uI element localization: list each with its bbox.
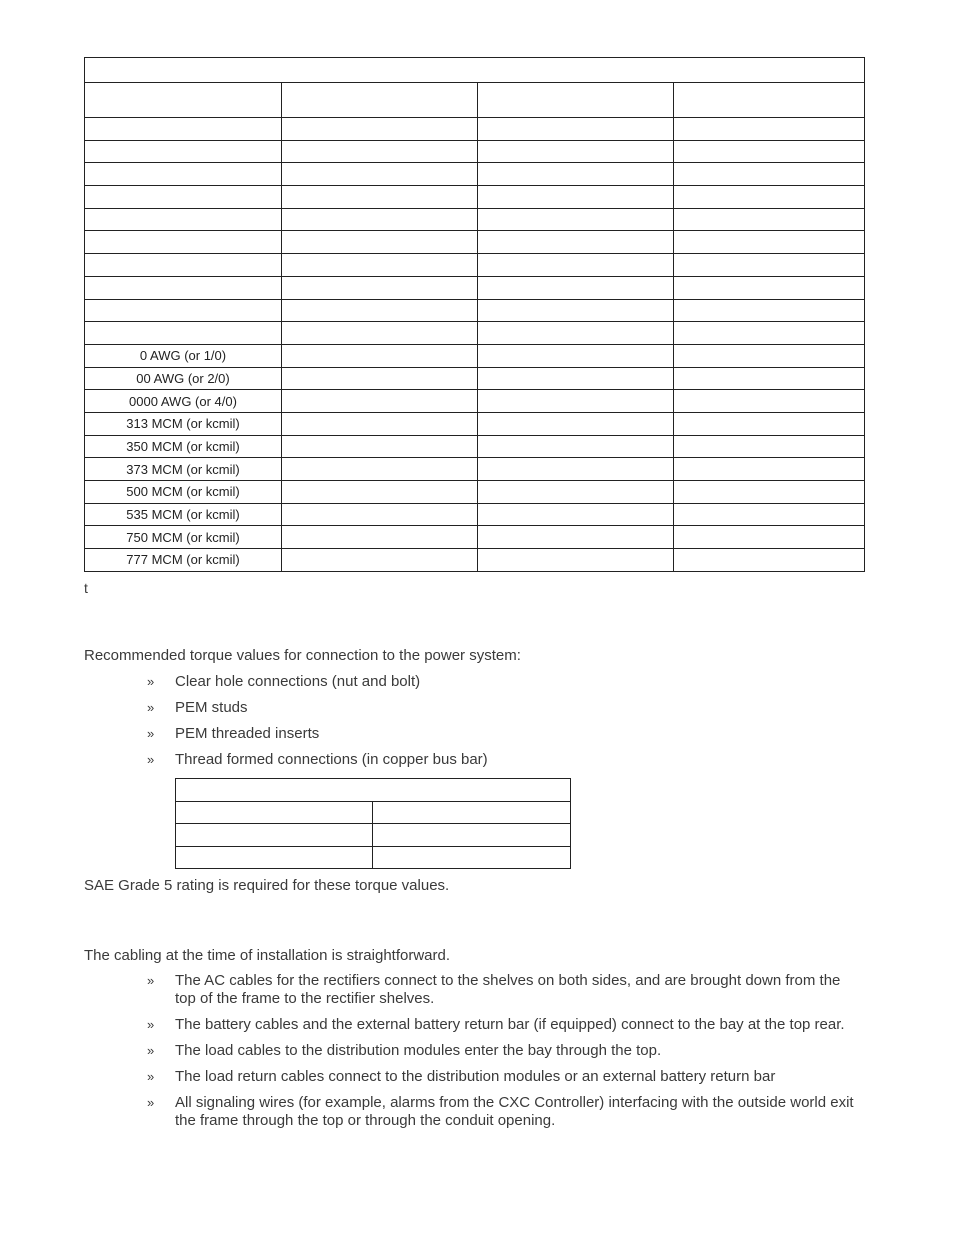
- table-cell: [373, 846, 571, 869]
- table-cell: [674, 118, 865, 141]
- table-cell: [85, 276, 282, 299]
- table-cell: [478, 163, 674, 186]
- table-cell: [282, 503, 478, 526]
- table-cell: [674, 344, 865, 367]
- table-row: [85, 503, 865, 526]
- list-item-text: PEM threaded inserts: [175, 725, 320, 742]
- table-cell: [282, 208, 478, 231]
- table-cell: [674, 231, 865, 254]
- table-cell: [282, 390, 478, 413]
- list-item-text: The battery cables and the external battery return bar (if equipped) connect to the bay at the top rear.: [175, 1016, 845, 1033]
- table-cell: [478, 367, 674, 390]
- table-cell: 750 MCM (or kcmil): [85, 526, 282, 549]
- list-item-text: The AC cables for the rectifiers connect to the shelves on both sides, and are brought down from the top of the frame to the rectifier shelves.: [175, 972, 841, 1007]
- table-cell: [478, 118, 674, 141]
- table-header-cell: [282, 83, 478, 118]
- table-cell: [282, 526, 478, 549]
- table-cell: [674, 276, 865, 299]
- table-cell: [478, 254, 674, 277]
- torque-values-table: [175, 778, 571, 869]
- table-cell: [85, 140, 282, 163]
- table-cell: [478, 299, 674, 322]
- table-cell: 0 AWG (or 1/0): [85, 344, 282, 367]
- table-cell: 313 MCM (or kcmil): [85, 412, 282, 435]
- table-row: [85, 299, 865, 322]
- table-cell: [282, 435, 478, 458]
- list-item-text: The load return cables connect to the distribution modules or an external battery return bar: [175, 1068, 776, 1085]
- torque-connection-list: [147, 673, 865, 777]
- table-cell: [478, 458, 674, 481]
- cabling-list: [147, 972, 865, 1138]
- table-cell: [282, 254, 478, 277]
- table-cell: [85, 118, 282, 141]
- list-item: [147, 1094, 865, 1130]
- cabling-intro: The cabling at the time of installation is straightforward.: [84, 947, 451, 964]
- table-cell: [282, 118, 478, 141]
- bullet-marker: »: [147, 1017, 155, 1032]
- table-cell: [478, 344, 674, 367]
- table-cell: [85, 322, 282, 345]
- list-item: [147, 1068, 865, 1086]
- table-cell: [373, 824, 571, 847]
- table-cell: [674, 186, 865, 209]
- table-row: [85, 390, 865, 413]
- bullet-marker: »: [147, 752, 155, 767]
- table-cell: [478, 140, 674, 163]
- list-item-text: All signaling wires (for example, alarms from the CXC Controller) interfacing with the outside world exit the frame through the top or through the conduit opening.: [175, 1094, 854, 1129]
- table-row: [85, 276, 865, 299]
- table-cell: [674, 299, 865, 322]
- bullet-marker: »: [147, 726, 155, 741]
- list-item: [147, 1042, 865, 1060]
- list-item: [147, 972, 865, 1008]
- table-cell: [478, 412, 674, 435]
- table-cell: [282, 163, 478, 186]
- table-cell: [282, 549, 478, 572]
- table-cell: [85, 208, 282, 231]
- table-cell: [282, 412, 478, 435]
- torque-intro: Recommended torque values for connection to the power system:: [84, 647, 521, 664]
- table-cell: [176, 846, 373, 869]
- table-row: [85, 140, 865, 163]
- table-cell: [674, 503, 865, 526]
- table-cell: [478, 549, 674, 572]
- list-item-text: The load cables to the distribution modules enter the bay through the top.: [175, 1042, 662, 1059]
- table-cell: 373 MCM (or kcmil): [85, 458, 282, 481]
- table-cell: [373, 801, 571, 824]
- table-cell: [478, 276, 674, 299]
- table-cell: [674, 140, 865, 163]
- table-cell: [674, 412, 865, 435]
- table-cell: [478, 208, 674, 231]
- table-row: [85, 163, 865, 186]
- table-title-row: [176, 779, 571, 802]
- table-cell: [674, 526, 865, 549]
- table-row: [85, 118, 865, 141]
- table-row: [85, 367, 865, 390]
- table-row: [85, 549, 865, 572]
- table-cell: [282, 322, 478, 345]
- table-cell: 0000 AWG (or 4/0): [85, 390, 282, 413]
- list-item: [147, 725, 865, 743]
- table-cell: [674, 549, 865, 572]
- table-cell: [478, 435, 674, 458]
- table-cell: [478, 322, 674, 345]
- table-cell: [282, 367, 478, 390]
- table-cell: [282, 140, 478, 163]
- table-cell: [282, 458, 478, 481]
- table-cell: [282, 276, 478, 299]
- table-cell: [85, 163, 282, 186]
- table-title: [85, 58, 865, 83]
- bullet-marker: »: [147, 700, 155, 715]
- table-cell: [674, 208, 865, 231]
- table-cell: 350 MCM (or kcmil): [85, 435, 282, 458]
- table-row: [176, 801, 571, 824]
- table-cell: [478, 526, 674, 549]
- table-row: [85, 412, 865, 435]
- table-cell: [282, 299, 478, 322]
- table-cell: [478, 186, 674, 209]
- table-cell: [85, 186, 282, 209]
- table-cell: 500 MCM (or kcmil): [85, 481, 282, 504]
- table-row: [85, 254, 865, 277]
- table-header-cell: [478, 83, 674, 118]
- table-cell: [674, 435, 865, 458]
- list-item-text: Thread formed connections (in copper bus bar): [175, 751, 488, 768]
- table-cell: [674, 254, 865, 277]
- table-cell: [674, 322, 865, 345]
- table-row: [176, 846, 571, 869]
- table-cell: [176, 801, 373, 824]
- table-cell: [282, 231, 478, 254]
- table-cell: [282, 344, 478, 367]
- table-row: [85, 526, 865, 549]
- table-cell: [85, 231, 282, 254]
- table-cell: [478, 503, 674, 526]
- table-header-row: [85, 83, 865, 118]
- table-row: [85, 344, 865, 367]
- table-cell: [674, 458, 865, 481]
- table-cell: [282, 481, 478, 504]
- bullet-marker: »: [147, 973, 155, 988]
- table-row: [85, 322, 865, 345]
- table-cell: 00 AWG (or 2/0): [85, 367, 282, 390]
- table-title-row: [85, 58, 865, 83]
- table-row: [85, 186, 865, 209]
- bullet-marker: »: [147, 1069, 155, 1084]
- footnote-text: t: [84, 580, 88, 596]
- table-cell: [282, 186, 478, 209]
- bullet-marker: »: [147, 1095, 155, 1110]
- table-row: [85, 208, 865, 231]
- bullet-marker: »: [147, 1043, 155, 1058]
- list-item: [147, 699, 865, 717]
- list-item-text: Clear hole connections (nut and bolt): [175, 673, 421, 690]
- table-cell: [478, 390, 674, 413]
- wire-gauge-table: [84, 57, 865, 572]
- table-cell: [85, 299, 282, 322]
- table-cell: [674, 390, 865, 413]
- table-cell: 535 MCM (or kcmil): [85, 503, 282, 526]
- list-item: [147, 673, 865, 691]
- table-cell: [674, 481, 865, 504]
- torque-note: SAE Grade 5 rating is required for these torque values.: [84, 877, 450, 894]
- table-row: [176, 824, 571, 847]
- table-cell: [674, 163, 865, 186]
- table-row: [85, 481, 865, 504]
- table-header-cell: [85, 83, 282, 118]
- list-item-text: PEM studs: [175, 699, 248, 716]
- table-row: [85, 458, 865, 481]
- list-item: [147, 751, 865, 769]
- table-title: [176, 779, 571, 802]
- table-row: [85, 231, 865, 254]
- table-cell: [85, 254, 282, 277]
- table-header-cell: [674, 83, 865, 118]
- table-cell: 777 MCM (or kcmil): [85, 549, 282, 572]
- table-cell: [176, 824, 373, 847]
- bullet-marker: »: [147, 674, 155, 689]
- list-item: [147, 1016, 865, 1034]
- table-cell: [674, 367, 865, 390]
- table-cell: [478, 231, 674, 254]
- table-row: [85, 435, 865, 458]
- table-cell: [478, 481, 674, 504]
